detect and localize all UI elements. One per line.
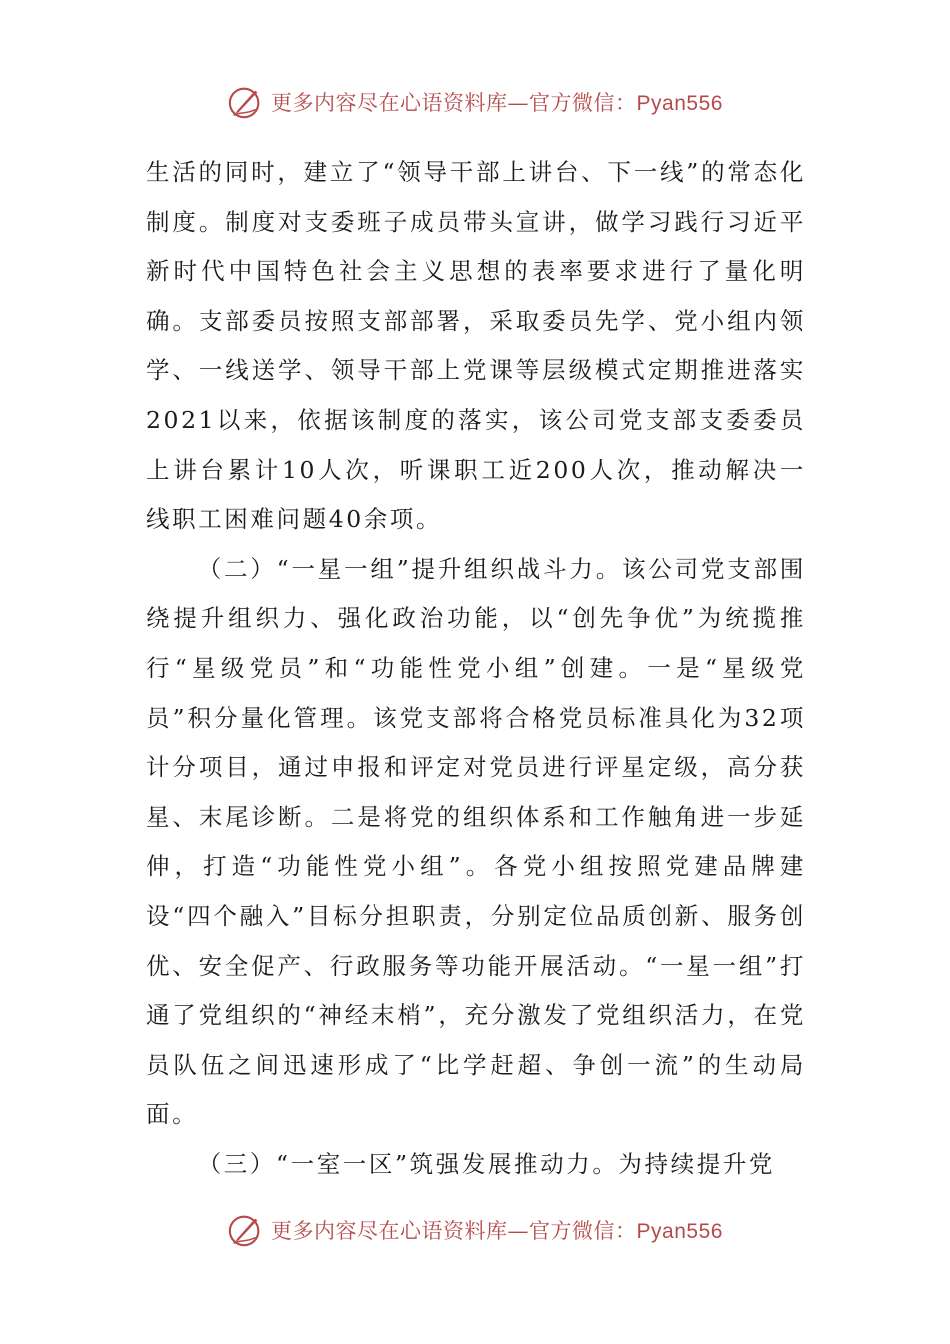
header-banner-text: 更多内容尽在心语资料库—官方微信： xyxy=(271,91,637,115)
header-banner-label xyxy=(271,87,723,117)
pen-logo-icon xyxy=(227,1211,265,1249)
header-wechat-id: Pyan556 xyxy=(636,92,723,115)
paragraph-1: 生活的同时，建立了“领导干部上讲台、下一线”的常态化制度。制度对支委班子成员带头宣讲，做学习践行习近平新时代中国特色社会主义思想的表率要求进行了量化明确。支部委员按照支部部署，采取委员先学、党小组内领学、一线送学、领导干部上党课等层级模式定期推进落实2021以来，依据该制度的落实，该公司党支部支委委员上讲台累计10人次，听课职工近200人次，推动解决一线职工困难问题40余项。 xyxy=(146,158,806,534)
footer-banner-text: 更多内容尽在心语资料库—官方微信： xyxy=(271,1219,637,1243)
paragraph-3: （三）“一室一区”筑强发展推动力。为持续提升党 xyxy=(197,1149,776,1178)
footer-wechat-id: Pyan556 xyxy=(636,1220,723,1243)
document-body xyxy=(146,148,806,1189)
footer-banner xyxy=(0,1208,950,1252)
paragraph-2: （二）“一星一组”提升组织战斗力。该公司党支部围绕提升组织力、强化政治功能，以“创先争优”为统揽推行“星级党员”和“功能性党小组”创建。一是“星级党员”积分量化管理。该党支部将合格党员标准具化为32项计分项目，通过申报和评定对党员进行评星定级，高分获星、末尾诊断。二是将党的组织体系和工作触角进一步延伸，打造“功能性党小组”。各党小组按照党建品牌建设“四个融入”目标分担职责，分别定位品质创新、服务创优、安全促产、行政服务等功能开展活动。“一星一组”打通了党组织的“神经末梢”，充分激发了党组织活力，在党员队伍之间迅速形成了“比学赶超、争创一流”的生动局面。 xyxy=(146,554,806,1129)
footer-banner-label xyxy=(271,1215,723,1245)
pen-logo-icon xyxy=(227,83,265,121)
header-banner xyxy=(0,80,950,124)
